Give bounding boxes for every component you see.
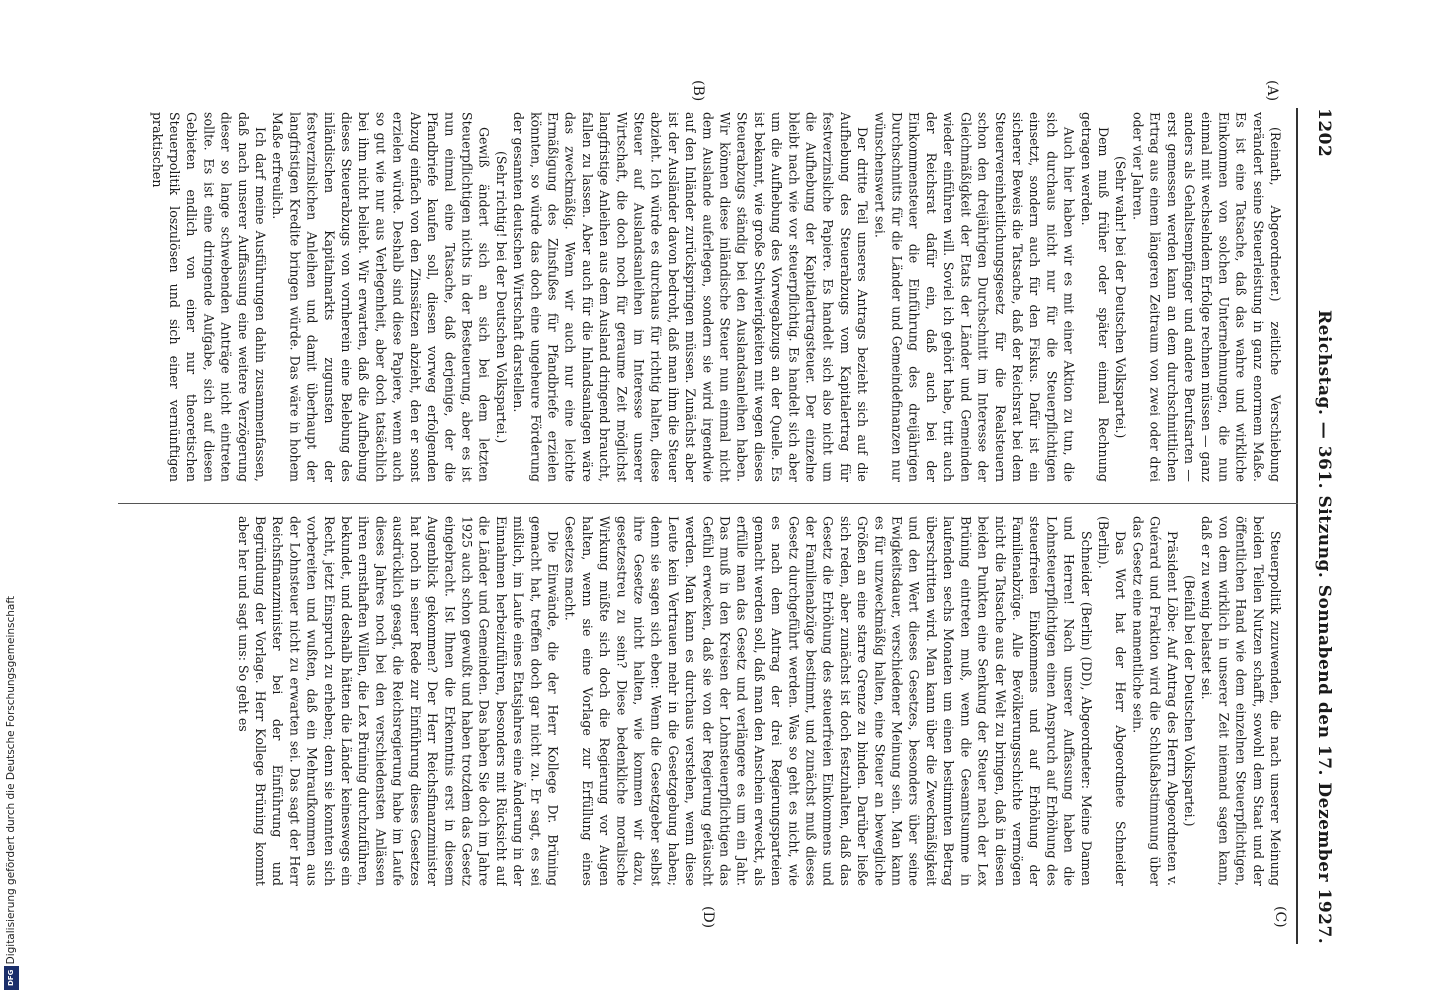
interjection: (Sehr wahr! bei der Deutschen Volkspartei.) [1113, 155, 1129, 439]
paragraph: Gewiß ändert sich an sich bei dem letzten Steuerpflichtigen nichts in der Besteuerung, aber es ist nun einmal eine Tatsache, daß derjenige, der die Pfandbriefe kaufen soll, diesen vorweg erfolgenden Abzug einfach von den Zinssätzen abzieht, den er sonst erzielen würde. Deshalb sind diese Papiere, wenn auch so gut wie nur aus Verlegenheit, aber doch tatsächlich bei ihm nicht beliebt. Wir erwarten, daß die Aufhebung dieses Steuerabzugs von vornherein eine Belebung des inländischen Kapitalmarkts zugunsten der festverzinslichen Anleihen und damit überhaupt der langfristigen Kredite bringen würde. Das wäre in hohem Maße erfreulich. [270, 112, 492, 482]
paragraph: Das Wort hat der Herr Abgeordnete Schneider (Berlin). [1095, 516, 1129, 886]
paragraph: Steuerpolitik zuzuwenden, die nach unserer Meinung beiden Teilen Nutzen schafft, sowohl dem Staat und der öffentlichen Hand wie dem einzelnen Steuerpflichtigen, von dem wirklich in unserer Zeit niemand sagen kann, daß er zu wenig belastet sei. [1199, 516, 1283, 886]
column-divider [118, 503, 1298, 504]
interjection: (Sehr richtig! bei der Deutschen Volkspartei.) [493, 150, 509, 444]
margin-marker-a: (A) [1264, 80, 1280, 102]
interjection: (Beifall bei der Deutschen Volkspartei.) [1181, 575, 1197, 827]
paragraph: Der dritte Teil unseres Antrags bezieht sich auf die Aufhebung des Steuerabzugs vom Kapitalertrag für festverzinsliche Papiere. Es handelt sich also nicht um die Aufhebung der Kapitalertragsteuer. Der einzelne bleibt nach wie vor steuerpflichtig. Es handelt sich aber um die Aufhebung des Vorwegabzugs an der Quelle. Es ist bekannt, wie große Schwierigkeiten mit wegen dieses Steuerabzugs ständig bei den Auslandsanleihen haben. Wir können diese inländische Steuer nun einmal nicht dem Auslande auferlegen, sondern sie wird irgendwie auf den Inländer zurückspringen müssen. Zunächst aber ist der Ausländer davon bedroht, daß man ihm die Steuer abzieht. Ich würde es durchaus für richtig halten, diese Steuer auf Auslandsanleihen im Interesse unserer Wirtschaft, die doch noch für geraume Zeit möglichst langfristige Anleihen aus dem Ausland dringend braucht, fallen zu lassen. Aber auch für die Inlandsanlagen wäre das zweckmäßig. Wenn wir auch nur eine leichte Ermäßigung des Zinsfußes für Pfandbriefe erzielen könnten, so würde das doch eine ungeheure Förderung der gesamten deutschen Wirtschaft darstellen. [511, 112, 871, 482]
footer-note: Digitalisierung gefördert durch die Deutsche Forschungsgemeinschaft [5, 596, 17, 965]
text-column-left [124, 112, 1284, 482]
margin-marker-b: (B) [690, 80, 706, 102]
paragraph: Ich darf meine Ausführungen dahin zusammenfassen, daß nach unserer Auffassung eine weitere Verzögerung dieser so lange schwebenden Anträge nicht eintreten sollte. Es ist eine dringende Aufgabe, sich auf diesen Gebieten endlich von einer nur theoretischen Steuerpolitik loszulösen und sich einer vernünftigen praktischen [149, 112, 269, 482]
paragraph: Schneider (Berlin) (DD), Abgeordneter: Meine Damen und Herren! Nach unserer Auffassung haben die Lohnsteuerpflichtigen einen Anspruch auf Erhöhung des steuerfreien Einkommens und auf Erhöhung der Familienabzüge. Alle Bevölkerungsschichte vermögen nicht die Tatsache aus der Welt zu bringen, daß in diesen beiden Punkten eine Senkung der Steuer nach der Lex Brüning eintreten muß, wenn die Gesamtsumme in laufenden sechs Monaten um einen bestimmten Betrag überschritten wird. Man kann über die Zweckmäßigkeit und den Wert dieses Gesetzes, besonders über seine Ewigkeitsdauer, verschiedener Meinung sein. Man kann es für unzweckmäßig halten, eine Steuer an bewegliche Größen an eine starre Grenze zu binden. Darüber ließe sich reden, aber zunächst ist doch festzuhalten, daß das Gesetz die Erhöhung des steuerfreien Einkommens und der Familienabzüge bestimmt, und zunächst muß dieses Gesetz durchgeführt werden. Was so geht es nicht, wie es nach dem Antrag der drei Regierungsparteien gemacht werden soll, daß man den Anschein erweckt, als erfülle man das Gesetz und verlängere es um ein Jahr. Das muß in den Kreisen der Lohnsteuerpflichtigen das Gefühl erwecken, daß sie von der Regierung getäuscht werden. Man kann es durchaus verstehen, wenn diese Leute kein Vertrauen mehr in die Gesetzgebung haben; denn sie sagen sich eben: Wenn die Gesetzgeber selbst ihre Gesetze nicht halten, wie kommen wir dazu, gesetzestreu zu sein? Diese bedenkliche moralische Wirkung müßte sich doch die Regierung vor Augen halten, wenn sie eine Vorlage zur Erfüllung eines Gesetzes macht. [562, 516, 1094, 886]
margin-marker-d: (D) [700, 906, 716, 929]
page-number: 1202 [1314, 108, 1334, 158]
paragraph: Dem muß früher oder später einmal Rechnung getragen werden. [1078, 112, 1111, 482]
margin-marker-c: (C) [1272, 906, 1288, 928]
header-rule [1296, 108, 1298, 944]
header-title: Reichstag. — 361. Sitzung. Sonnabend den 17. Dezember 1927. [1314, 309, 1334, 944]
page-header [1300, 108, 1348, 944]
dfg-logo: DFG [4, 966, 19, 990]
text-column-right [124, 516, 1284, 886]
paragraph: Präsident Löbe: Auf Antrag des Herrn Abgeordneten v. Guérard und Fraktion wird die Schlußabstimmung über das Gesetz eine namentliche sein. [1130, 516, 1180, 886]
paragraph: Auch hier haben wir es mit einer Aktion zu tun, die sich durchaus nicht nur für die Steuerpflichtigen einsetzt, sondern auch für den Fiskus. Dafür ist ein sicherer Beweis die Tatsache, daß der Reichsrat bei dem Steuervereinheitlichungsgesetz für die Realsteuern schon den dreijährigen Durchschnitt im Interesse der Gleichmäßigkeit der Etats der Länder und Gemeinden wieder einführen will. Soviel ich gehört habe, tritt auch der Reichsrat dafür ein, daß auch bei der Einkommensteuer die Einführung des dreijährigen Durchschnitts für die Länder und Gemeindefinanzen nur wünschenswert sei. [872, 112, 1077, 482]
paragraph: Die Einwände, die der Herr Kollege Dr. Brüning gemacht hat, treffen doch gar nicht zu. Er sagt, es sei mißlich, im Laufe eines Etatsjahres eine Änderung in der Einnahmen herbeizuführen, besonders mit Rücksicht auf die Länder und Gemeinden. Das haben Sie doch im Jahre 1925 auch schon gewußt und haben trotzdem das Gesetz eingebracht. Ist Ihnen die Erkenntnis erst in diesem Augenblick gekommen? Der Herr Reichsfinanzminister hat noch in seiner Rede zur Einführung dieses Gesetzes ausdrücklich gesagt, die Reichsregierung habe im Laufe dieses Jahres noch bei den verschiedensten Anlässen ihren ernsthaften Willen, die Lex Brüning durchzuführen, bekundet, und deshalb hätten die Länder keineswegs ein Recht, jetzt Einspruch zu erheben; denn sie konnten sich vorbereiten und wußten, daß ein Mehraufkommen aus der Lohnsteuer nicht zu erwarten sei. Das sagt der Herr Reichsfinanzminister bei der Einführung und Begründung der Vorlage. Herr Kollege Brüning kommt aber her und sagt uns: So geht es [235, 516, 561, 886]
paragraph: (Reinath, Abgeordneter.) zeitliche Verschiebung verändert seine Steuerleistung in ganz enormem Maße. Es ist eine Tatsache, daß das wahre und wirkliche Einkommen von solchen Unternehmungen, die nun einmal mit wechselndem Erfolge rechnen müssen — ganz anders als Gehaltsempfänger und andere Berufsarten — erst gemessen werden kann an dem durchschnittlichen Ertrag aus einem längeren Zeitraum von zwei oder drei oder vier Jahren. [1130, 112, 1283, 482]
